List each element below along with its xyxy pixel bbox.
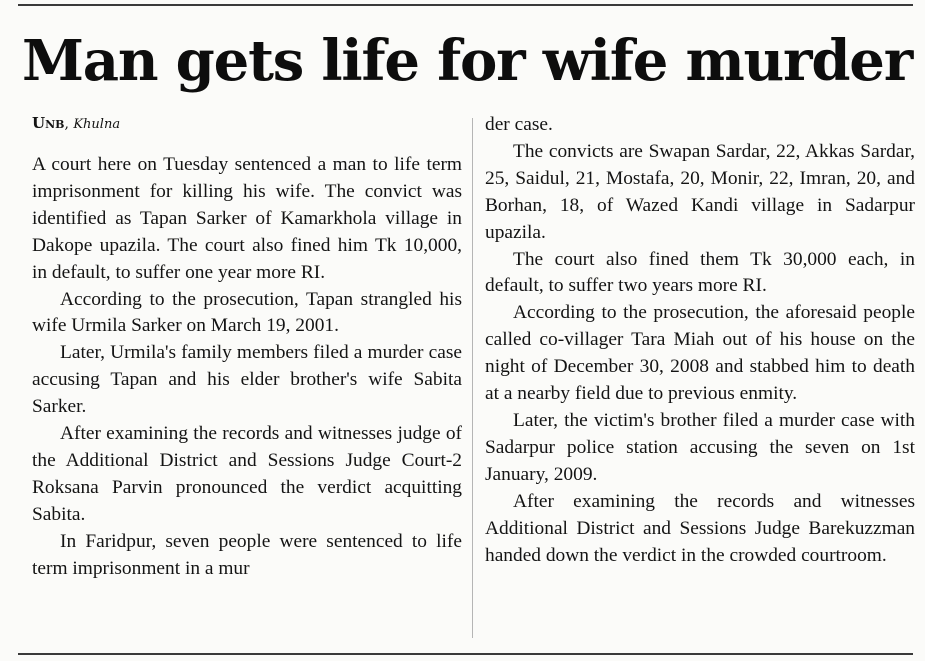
paragraph: Later, the victim's brother filed a murder case with Sadarpur police station accusing the seven on 1st January, 2009.: [485, 409, 915, 485]
byline-agency: Unb: [32, 114, 65, 132]
bottom-rule: [18, 653, 913, 655]
byline: [32, 112, 462, 136]
paragraph: The convicts are Swapan Sardar, 22, Akkas Sardar, 25, Saidul, 21, Mostafa, 20, Monir, 22, Imran, 20, and Borhan, 18, of Wazed Kandi village in Sadarpur upazila.: [485, 140, 915, 243]
right-column: [485, 112, 915, 569]
top-rule: [18, 4, 913, 6]
paragraph: der case.: [485, 114, 553, 135]
paragraph: According to the prosecution, Tapan strangled his wife Urmila Sarker on March 19, 2001.: [32, 288, 462, 337]
paragraph: According to the prosecution, the aforesaid people called co-villager Tara Miah out of his house on the night of December 30, 2008 and stabbed him to death at a nearby field due to previous enmity.: [485, 302, 915, 405]
byline-place: Khulna: [73, 117, 121, 132]
paragraph: After examining the records and witnesses judge of the Additional District and Sessions Judge Court-2 Roksana Parvin pronounced the verdict acquitting Sabita.: [32, 423, 462, 525]
byline-separator: ,: [64, 116, 74, 132]
paragraph: A court here on Tuesday sentenced a man to life term imprisonment for killing his wife. The convict was identified as Tapan Sarker of Kamarkhola village in Dakope upazila. The court also fined him Tk 10,000, in default, to suffer one year more RI.: [32, 154, 462, 283]
paragraph: In Faridpur, seven people were sentenced to life term imprisonment in a mur: [32, 530, 462, 579]
paragraph: The court also fined them Tk 30,000 each, in default, to suffer two years more RI.: [485, 248, 915, 297]
headline: Man gets life for wife murder: [22, 28, 913, 94]
paragraph: Later, Urmila's family members filed a murder case accusing Tapan and his elder brother's wife Sabita Sarker.: [32, 342, 462, 418]
left-column: [32, 112, 462, 583]
column-divider: [472, 118, 473, 638]
paragraph: After examining the records and witnesses Additional District and Sessions Judge Barekuzzman handed down the verdict in the crowded courtroom.: [485, 490, 915, 566]
